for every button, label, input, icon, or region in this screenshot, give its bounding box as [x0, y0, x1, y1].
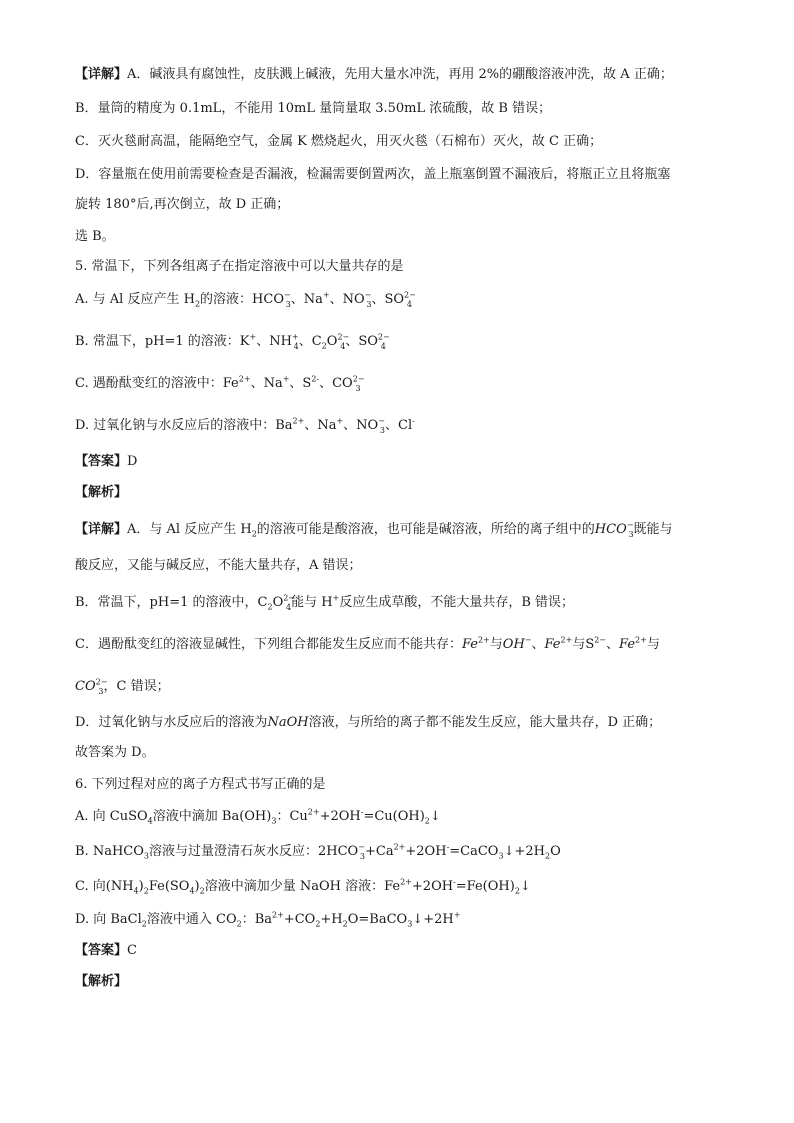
- q5-option-b: B. 常温下，pH=1 的溶液：K+、$NH^+_4$、$C_2O^{2-}_4$、$SO^{2-}_4$: [75, 332, 390, 351]
- detail-tag: 【详解】: [75, 67, 128, 82]
- q6-analysis-tag: 【解析】: [75, 974, 128, 989]
- q5-stem: 5. 常温下，下列各组离子在指定溶液中可以大量共存的是: [75, 259, 404, 274]
- q6-option-b: B. NaHCO$_3$溶液与过量澄清石灰水反应：$2HCO^-_3+Ca^{2+}+2OH^-=CaCO_3↓+2H_2O$: [75, 842, 561, 861]
- answer-tag: 【答案】: [75, 454, 128, 469]
- detail-tag: 【详解】: [75, 522, 128, 537]
- q5-detail-a1: 【详解】A．与 Al 反应产生 $H_2$的溶液可能是酸溶液，也可能是碱溶液，所给的离子组中的$HCO^-_3$既能与: [75, 520, 673, 539]
- q5-detail-c2: $CO^{2-}_3$，C 错误；: [75, 677, 170, 696]
- prev-detail-line-a: 【详解】A．碱液具有腐蚀性，皮肤溅上碱液，先用大量水冲洗，再用 2%的硼酸溶液冲洗，故 A 正确；: [75, 67, 673, 82]
- q6-option-d: D. 向 BaCl$_2$溶液中通入 $CO_2$：$Ba^{2+}+CO_2+H_2O=BaCO_3↓+2H^+$: [75, 910, 461, 929]
- q5-detail-d2: 故答案为 D。: [75, 745, 155, 760]
- q5-option-a: A. 与 Al 反应产生 $H_2$的溶液：$HCO^-_3$、Na+、$NO^-_3$、$SO^{2-}_4$: [75, 290, 416, 309]
- prev-detail-line-c: C．灭火毯耐高温，能隔绝空气，金属 K 燃烧起火，用灭火毯（石棉布）灭火，故 C 正确；: [75, 134, 603, 149]
- prev-detail-line-d2: 旋转 180°后,再次倒立，故 D 正确；: [75, 197, 290, 212]
- q5-answer: [75, 453, 735, 471]
- q5-detail-b: B．常温下，pH=1 的溶液中，$C_2O^{2-}_4$能与 H+反应生成草酸，不能大量共存，B 错误；: [75, 593, 574, 612]
- q6-option-c: C. 向$(NH_4)_2Fe(SO_4)_2$溶液中滴加少量 NaOH 溶液：$Fe^{2+}+2OH^-=Fe(OH)_2↓$: [75, 877, 531, 896]
- q5-detail-a2: 酸反应，又能与碱反应，不能大量共存，A 错误；: [75, 558, 362, 573]
- q5-option-c: C. 遇酚酞变红的溶液中：$Fe^{2+}$、Na+、$S^{2-}$、$CO^{2-}_3$: [75, 374, 365, 393]
- q5-detail-c1: C．遇酚酞变红的溶液显碱性，下列组合都能发生反应而不能共存：$Fe^{2+}$与OH−、$Fe^{2+}$与$S^{2-}$、$Fe^{2+}$与: [75, 635, 660, 652]
- prev-detail-line-b: B．量筒的精度为 0.1mL，不能用 10mL 量筒量取 3.50mL 浓硫酸，故 B 错误；: [75, 101, 552, 116]
- q6-option-a: A. 向 CuSO$_4$溶液中滴加 $Ba(OH)_3$：$Cu^{2+}+2OH^-=Cu(OH)_2↓$: [75, 807, 441, 826]
- q5-analysis-tag: 【解析】: [75, 485, 128, 500]
- answer-value: C: [127, 943, 137, 958]
- answer-value: D: [127, 454, 138, 469]
- q6-stem: 6. 下列过程对应的离子方程式书写正确的是: [75, 777, 326, 792]
- prev-conclusion: 选 B。: [75, 229, 115, 244]
- q6-answer: [75, 942, 735, 960]
- q5-detail-d1: D．过氧化钠与水反应后的溶液为NaOH溶液，与所给的离子都不能发生反应，能大量共存，D 正确；: [75, 715, 662, 730]
- answer-tag: 【答案】: [75, 943, 128, 958]
- prev-detail-line-d1: D．容量瓶在使用前需要检查是否漏液，检漏需要倒置两次，盖上瓶塞倒置不漏液后，将瓶正立且将瓶塞: [75, 167, 671, 182]
- q5-option-d: D. 过氧化钠与水反应后的溶液中：$Ba^{2+}$、Na+、$NO^-_3$、Cl-: [75, 416, 415, 435]
